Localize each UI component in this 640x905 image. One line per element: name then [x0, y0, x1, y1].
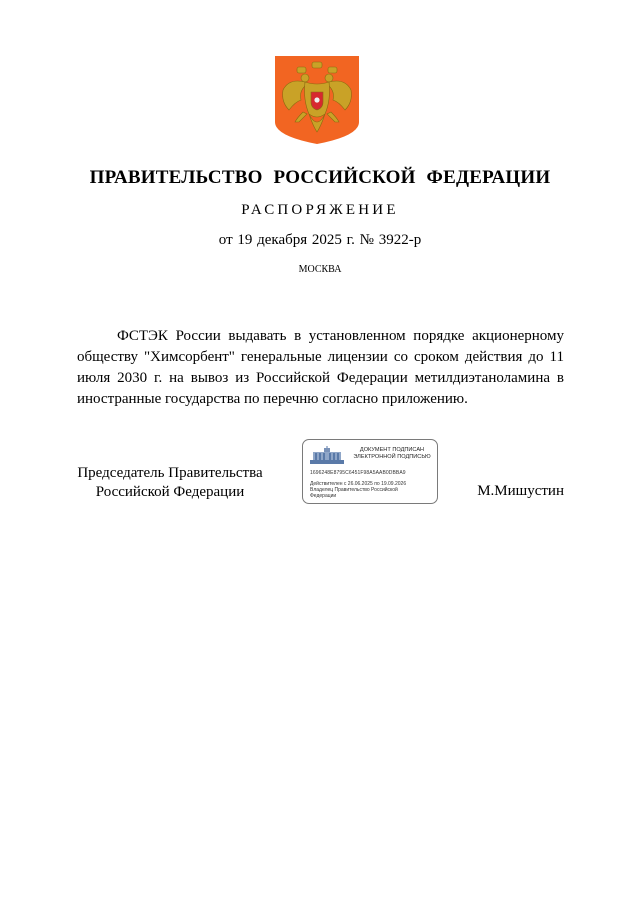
- electronic-signature-stamp: [302, 439, 438, 504]
- stamp-certificate-number: 1696248E8795C6451F98A5AAB0DBBA9: [310, 470, 406, 476]
- government-building-icon: [310, 446, 344, 464]
- government-title: ПРАВИТЕЛЬСТВО РОССИЙСКОЙ ФЕДЕРАЦИИ: [89, 167, 551, 188]
- signer-name: М.Мишустин: [477, 483, 564, 499]
- signer-position-line1: Председатель Правительства: [77, 465, 263, 481]
- stamp-validity: Действителен с 26.06.2025 по 19.09.2026: [310, 481, 407, 487]
- stamp-owner-line1: Владелец Правительство Российской: [310, 487, 398, 493]
- stamp-heading: [347, 447, 437, 461]
- stamp-heading-line2: ЭЛЕКТРОННОЙ ПОДПИСЬЮ: [353, 454, 431, 460]
- signer-position-line2: Российской Федерации: [95, 484, 245, 500]
- stamp-heading-line1: ДОКУМЕНТ ПОДПИСАН: [359, 447, 425, 453]
- document-date-number: от 19 декабря 2025 г. № 3922-р: [218, 232, 422, 248]
- coat-of-arms-emblem-icon: [275, 56, 359, 144]
- document-type: РАСПОРЯЖЕНИЕ: [241, 202, 399, 218]
- signer-position: [70, 464, 270, 502]
- order-paragraph: ФСТЭК России выдавать в установленном порядке акционерному обществу "Химсорбент" генеральные лицензии со сроком действия до 11 июля 2030 г. на вывоз из Российской Федерации метилдиэтаноламина в иностранные государства по перечню согласно приложению.: [77, 328, 564, 407]
- stamp-owner-line2: Федерации: [310, 493, 337, 499]
- document-city: МОСКВА: [298, 264, 342, 275]
